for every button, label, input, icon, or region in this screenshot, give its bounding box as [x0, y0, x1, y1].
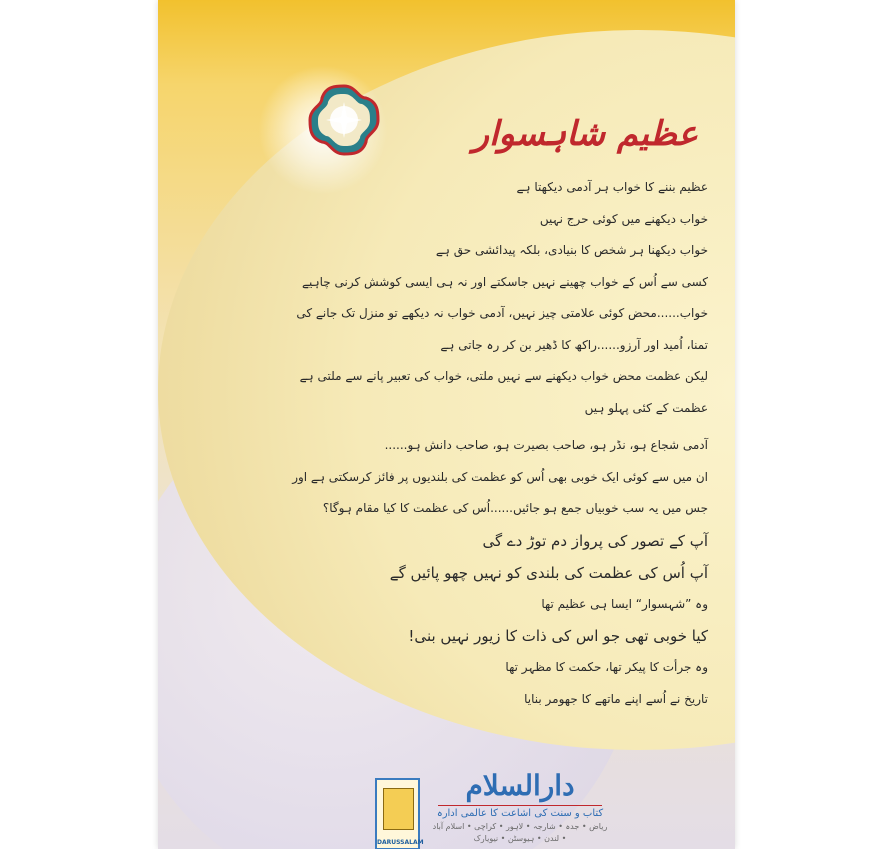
- darussalam-logo-icon: [375, 778, 424, 849]
- logo-caption: DARUSSALAM: [377, 839, 424, 846]
- blurb-line: خواب......محض کوئی علامتی چیز نہیں، آدمی خواب نہ دیکھے تو منزل تک جانے کی: [296, 306, 708, 320]
- blurb-line: خواب دیکھنا ہر شخص کا بنیادی، بلکہ پیدائشی حق ہے: [435, 243, 708, 257]
- blurb-text: [292, 172, 708, 715]
- publisher-tagline: کتاب و سنت کی اشاعت کا عالمی ادارہ: [436, 808, 604, 819]
- blurb-line: جس میں یہ سب خوبیاں جمع ہو جائیں......اُس کی عظمت کا کیا مقام ہوگا؟: [322, 501, 708, 515]
- blurb-line: آپ کے تصور کی پرواز دم توڑ دے گی: [482, 531, 708, 550]
- blurb-line: لیکن عظمت محض خواب دیکھنے سے نہیں ملتی، خواب کی تعبیر پانے سے ملتی ہے: [299, 369, 708, 383]
- logo-book-shape: [383, 788, 414, 830]
- blurb-line: تمنا، اُمید اور آرزو......راکھ کا ڈھیر بن کر رہ جاتی ہے: [440, 337, 708, 352]
- blurb-line: کیا خوبی تھی جو اس کی ذات کا زیور نہیں بنی!: [408, 627, 708, 645]
- blurb-line: آدمی شجاع ہو، نڈر ہو، صاحب بصیرت ہو، صاحب دانش ہو......: [384, 438, 708, 452]
- blurb-line: وہ جرأت کا پیکر تھا، حکمت کا مظہر تھا: [505, 660, 708, 674]
- publisher-name: دارالسلام: [465, 769, 575, 802]
- publisher-logo-area: [158, 756, 735, 849]
- blurb-line: ان میں سے کوئی ایک خوبی بھی اُس کو عظمت کی بلندیوں پر فائز کرسکتی ہے اور: [292, 469, 708, 484]
- ornament-emblem-icon: [306, 82, 382, 158]
- blurb-line: وہ ”شہسوار“ ایسا ہی عظیم تھا: [541, 596, 708, 611]
- book-cover-back: [158, 0, 735, 849]
- blurb-line: کسی سے اُس کے خواب چھینے نہیں جاسکتے اور نہ ہی ایسی کوشش کرنی چاہیے: [301, 274, 708, 289]
- blurb-line: آپ اُس کی عظمت کی بلندی کو نہیں چھو پائیں گے: [389, 563, 708, 582]
- publisher-cities: ریاض • جدہ • شارجہ • لاہور • کراچی • اسلام آباد • لندن • ہیوسٹن • نیویارک: [432, 822, 608, 843]
- blurb-line: عظیم بننے کا خواب ہر آدمی دیکھتا ہے: [516, 180, 708, 194]
- blurb-line: خواب دیکھنے میں کوئی حرج نہیں: [539, 211, 708, 226]
- blurb-line: تاریخ نے اُسے اپنے ماتھے کا جھومر بنایا: [524, 691, 708, 706]
- book-title: عظیم شاہسوار: [472, 114, 698, 154]
- blurb-line: عظمت کے کئی پہلو ہیں: [584, 400, 708, 415]
